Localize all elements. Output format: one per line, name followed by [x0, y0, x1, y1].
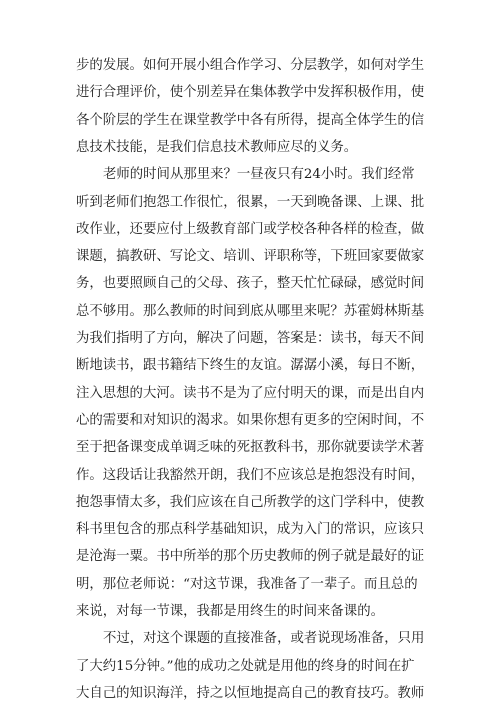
text-line: 注入思想的大河。读书不是为了应付明天的课，而是出自内 — [76, 385, 425, 401]
text-line: 科书里包含的那点科学基础知识，成为入门的常识，应该只 — [76, 522, 425, 538]
text-line: 作。这段话让我豁然开朗，我们不应该总是抱怨没有时间， — [76, 467, 425, 483]
text-line: 不过，对这个课题的直接准备，或者说现场准备，只用 — [103, 631, 425, 647]
text-line: 课题，搞教研、写论文、培训、评职称等，下班回家要做家 — [76, 249, 425, 265]
text-line: 改作业，还要应付上级教育部门或学校各种各样的检查，做 — [76, 221, 425, 237]
text-line: 是沧海一粟。书中所举的那个历史教师的例子就是最好的证 — [76, 549, 425, 565]
text-line: 抱怨事情太多，我们应该在自己所教学的这门学科中，使教 — [76, 494, 425, 510]
text-line: 步的发展。如何开展小组合作学习、分层教学，如何对学生 — [76, 58, 425, 73]
text-line: 老师的时间从那里来？一昼夜只有24小时。我们经常 — [103, 167, 415, 183]
text-line: 明，那位老师说：“对这节课，我准备了一辈子。而且总的 — [76, 576, 418, 592]
text-line: 为我们指明了方向，解决了问题，答案是：读书，每天不间 — [76, 331, 425, 346]
text-line: 至于把备课变成单调乏味的死抠教科书，那你就要读学术著 — [76, 440, 425, 456]
text-line: 了大约15分钟。”他的成功之处就是用他的终身的时间在扩 — [76, 658, 415, 674]
text-line: 息技术技能，是我们信息技术教师应尽的义务。 — [76, 139, 358, 155]
text-line: 大自己的知识海洋，持之以恒地提高自己的教育技巧。教师 — [76, 685, 425, 701]
text-line: 进行合理评价，使个别差异在集体教学中发挥积极作用，使 — [76, 85, 425, 101]
text-line: 听到老师们抱怨工作很忙，很累，一天到晚备课、上课、批 — [76, 194, 425, 210]
text-line: 各个阶层的学生在课堂教学中各有所得，提高全体学生的信 — [76, 112, 425, 128]
text-line: 总不够用。那么教师的时间到底从哪里来呢？苏霍姆林斯基 — [76, 303, 425, 319]
text-line: 务，也要照顾自己的父母、孩子，整天忙忙碌碌，感觉时间 — [76, 276, 425, 292]
text-line: 心的需要和对知识的渴求。如果你想有更多的空闲时间，不 — [76, 412, 425, 428]
text-line: 断地读书，跟书籍结下终生的友谊。潺潺小溪，每日不断， — [76, 358, 425, 374]
text-line: 来说，对每一节课，我都是用终生的时间来备课的。 — [76, 604, 384, 619]
